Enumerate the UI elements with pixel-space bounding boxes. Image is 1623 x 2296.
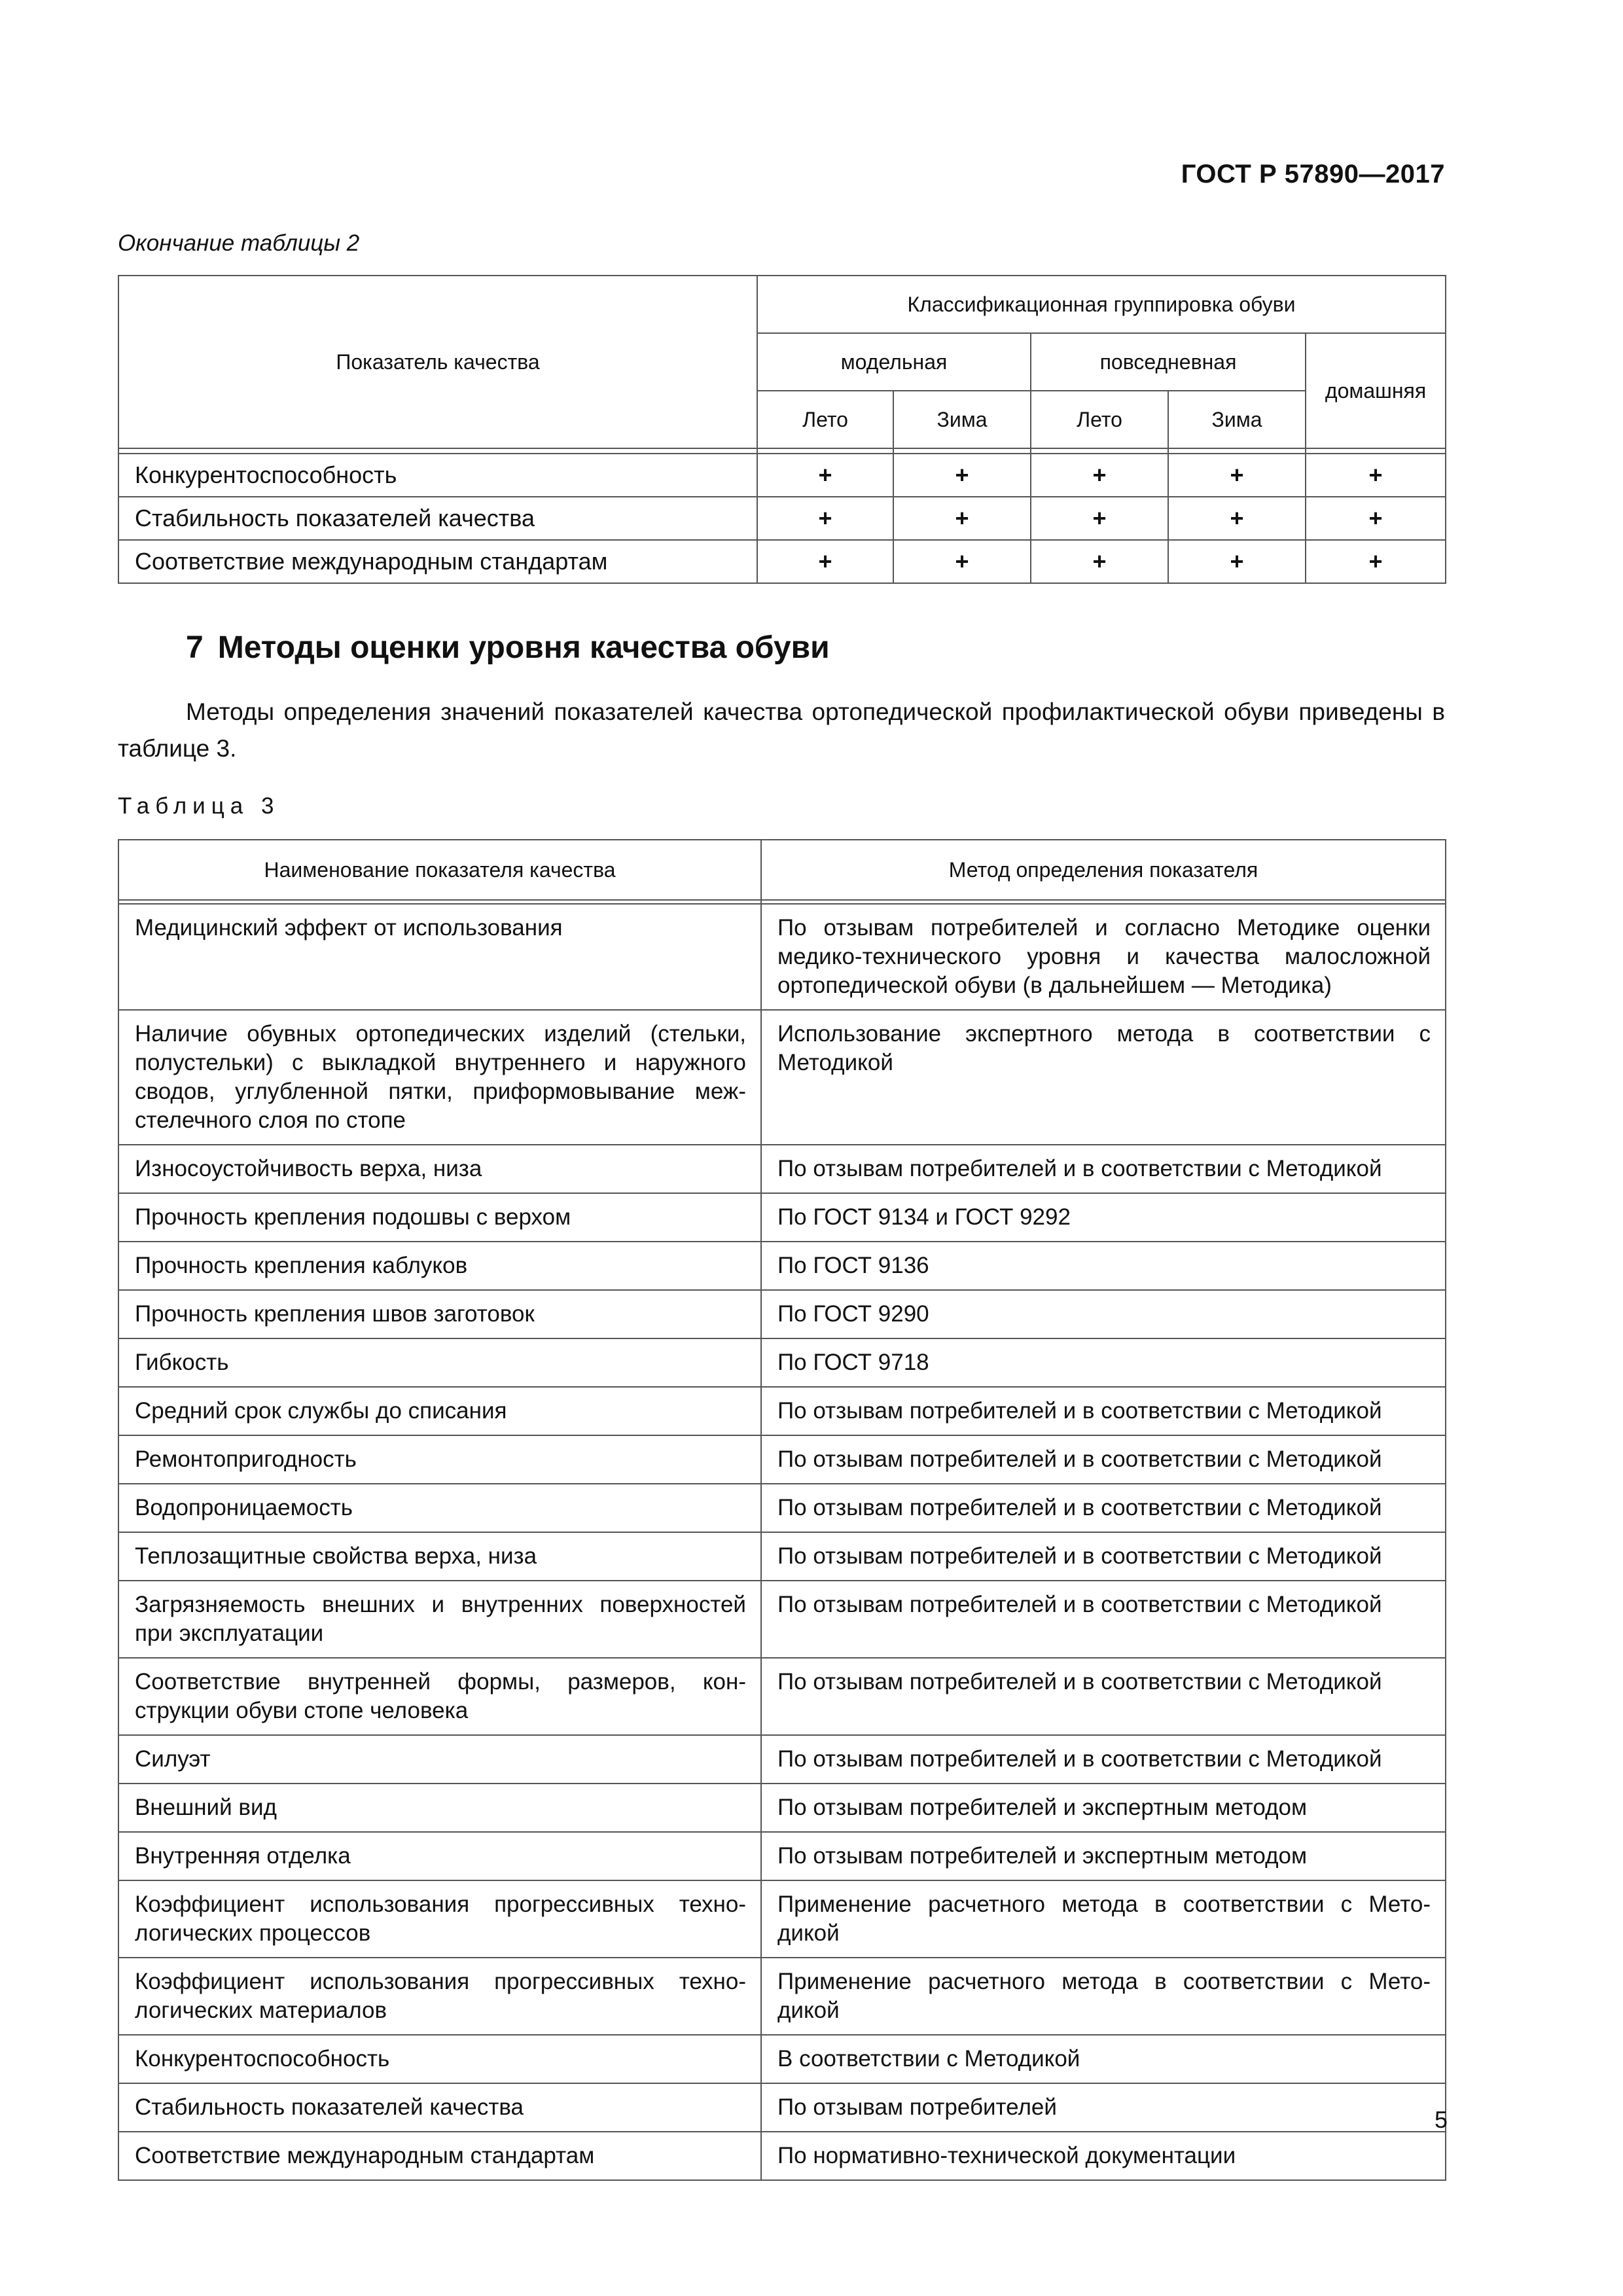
section-number: 7	[186, 630, 204, 665]
table-row	[118, 1958, 1446, 2035]
determination-method: По отзывам потребителей и в соответствии с Методикой	[761, 1145, 1446, 1193]
table-row	[118, 1338, 1446, 1387]
applicability-mark: +	[1031, 497, 1168, 540]
method-header: Метод определения показателя	[761, 840, 1446, 900]
applicability-mark: +	[893, 454, 1031, 497]
indicator-name-header: Наименование показателя качества	[118, 840, 761, 900]
table-row	[118, 1435, 1446, 1484]
quality-indicator: Износоустойчивость верха, низа	[118, 1145, 761, 1193]
table-row	[118, 1880, 1446, 1958]
quality-indicator: Внешний вид	[118, 1784, 761, 1832]
applicability-mark: +	[893, 540, 1031, 583]
quality-indicator: Ремонтопригодность	[118, 1435, 761, 1484]
season-header: Лето	[1031, 391, 1168, 448]
quality-indicator: Гибкость	[118, 1338, 761, 1387]
quality-indicator: Силуэт	[118, 1735, 761, 1784]
quality-indicator: Коэффициент использования прогрессивных техно-логических материалов	[118, 1958, 761, 2035]
table-row	[118, 1145, 1446, 1193]
table-row	[118, 1387, 1446, 1435]
determination-method: По отзывам потребителей и в соответствии с Методикой	[761, 1387, 1446, 1435]
quality-indicator: Наличие обувных ортопедических изделий (стельки, полустельки) с выкладкой внутреннего и наружного сводов, углубленной пятки, приформовывание меж-стелечного слоя по стопе	[118, 1010, 761, 1145]
quality-indicator: Теплозащитные свойства верха, низа	[118, 1532, 761, 1581]
table-row	[118, 1735, 1446, 1784]
quality-indicator: Медицинский эффект от использования	[118, 904, 761, 1010]
table-3	[118, 839, 1446, 2181]
season-header: Зима	[1168, 391, 1306, 448]
quality-indicator: Конкурентоспособность	[118, 2035, 761, 2083]
determination-method: По ГОСТ 9136	[761, 1242, 1446, 1290]
table-row	[118, 1010, 1446, 1145]
quality-indicator: Загрязняемость внешних и внутренних поверхностей при эксплуатации	[118, 1581, 761, 1658]
determination-method: Применение расчетного метода в соответствии с Мето-дикой	[761, 1880, 1446, 1958]
classification-group-header: Классификационная группировка обуви	[757, 276, 1446, 333]
determination-method: По отзывам потребителей	[761, 2083, 1446, 2132]
quality-indicator: Прочность крепления швов заготовок	[118, 1290, 761, 1338]
quality-indicator: Водопроницаемость	[118, 1484, 761, 1532]
table-row	[118, 1290, 1446, 1338]
quality-indicator: Прочность крепления каблуков	[118, 1242, 761, 1290]
applicability-mark: +	[1031, 540, 1168, 583]
determination-method: По отзывам потребителей и в соответствии с Методикой	[761, 1735, 1446, 1784]
table-row	[118, 1581, 1446, 1658]
table-row	[118, 2083, 1446, 2132]
determination-method: По нормативно-технической документации	[761, 2132, 1446, 2180]
standard-code: ГОСТ Р 57890—2017	[1181, 160, 1445, 188]
applicability-mark: +	[1168, 497, 1306, 540]
table-row	[118, 1242, 1446, 1290]
determination-method: По отзывам потребителей и в соответствии с Методикой	[761, 1581, 1446, 1658]
determination-method: По отзывам потребителей и в соответствии с Методикой	[761, 1658, 1446, 1735]
indicator-name: Стабильность показателей качества	[118, 497, 757, 540]
applicability-mark: +	[1031, 454, 1168, 497]
home-shoes-header: домашняя	[1306, 333, 1446, 448]
applicability-mark: +	[893, 497, 1031, 540]
applicability-mark: +	[1306, 497, 1446, 540]
determination-method: По отзывам потребителей и в соответствии с Методикой	[761, 1435, 1446, 1484]
table-row	[118, 540, 1446, 583]
applicability-mark: +	[1306, 454, 1446, 497]
table-row	[118, 1532, 1446, 1581]
determination-method: По отзывам потребителей и в соответствии с Методикой	[761, 1484, 1446, 1532]
determination-method: По отзывам потребителей и согласно Методике оценки медико-технического уровня и качества малосложной ортопедической обуви (в дальнейшем — Методика)	[761, 904, 1446, 1010]
determination-method: Использование экспертного метода в соответствии с Методикой	[761, 1010, 1446, 1145]
table-row	[118, 2035, 1446, 2083]
determination-method: По ГОСТ 9718	[761, 1338, 1446, 1387]
table-2	[118, 275, 1446, 584]
applicability-mark: +	[757, 497, 893, 540]
table-row	[118, 2132, 1446, 2180]
season-header: Зима	[893, 391, 1031, 448]
table2-continuation-caption: Окончание таблицы 2	[118, 230, 360, 256]
table-row	[118, 1784, 1446, 1832]
table-row	[118, 904, 1446, 1010]
determination-method: По ГОСТ 9134 и ГОСТ 9292	[761, 1193, 1446, 1242]
quality-indicator: Внутренняя отделка	[118, 1832, 761, 1880]
determination-method: По отзывам потребителей и в соответствии с Методикой	[761, 1532, 1446, 1581]
determination-method: По отзывам потребителей и экспертным методом	[761, 1784, 1446, 1832]
quality-indicator: Прочность крепления подошвы с верхом	[118, 1193, 761, 1242]
casual-shoes-header: повседневная	[1031, 333, 1306, 391]
quality-indicator: Соответствие международным стандартам	[118, 2132, 761, 2180]
determination-method: По отзывам потребителей и экспертным методом	[761, 1832, 1446, 1880]
table-row	[118, 497, 1446, 540]
table-row	[118, 1193, 1446, 1242]
applicability-mark: +	[1168, 454, 1306, 497]
table-row	[118, 454, 1446, 497]
quality-indicator: Средний срок службы до списания	[118, 1387, 761, 1435]
quality-indicator: Соответствие внутренней формы, размеров, кон-струкции обуви стопе человека	[118, 1658, 761, 1735]
section-heading	[186, 630, 830, 666]
determination-method: По ГОСТ 9290	[761, 1290, 1446, 1338]
applicability-mark: +	[757, 454, 893, 497]
table3-title: Таблица 3	[118, 793, 280, 819]
indicator-column-header: Показатель качества	[118, 276, 757, 448]
indicator-name: Соответствие международным стандартам	[118, 540, 757, 583]
indicator-name: Конкурентоспособность	[118, 454, 757, 497]
page-number: 5	[1434, 2106, 1448, 2133]
determination-method: Применение расчетного метода в соответствии с Мето-дикой	[761, 1958, 1446, 2035]
section-intro-paragraph: Методы определения значений показателей качества ортопедической профилактической обуви приведены в таблице 3.	[118, 698, 1445, 762]
model-shoes-header: модельная	[757, 333, 1031, 391]
applicability-mark: +	[1168, 540, 1306, 583]
season-header: Лето	[757, 391, 893, 448]
section-title: Методы оценки уровня качества обуви	[217, 630, 830, 665]
determination-method: В соответствии с Методикой	[761, 2035, 1446, 2083]
quality-indicator: Стабильность показателей качества	[118, 2083, 761, 2132]
quality-indicator: Коэффициент использования прогрессивных техно-логических процессов	[118, 1880, 761, 1958]
table-row	[118, 1484, 1446, 1532]
table-row	[118, 1832, 1446, 1880]
applicability-mark: +	[757, 540, 893, 583]
table-row	[118, 1658, 1446, 1735]
applicability-mark: +	[1306, 540, 1446, 583]
